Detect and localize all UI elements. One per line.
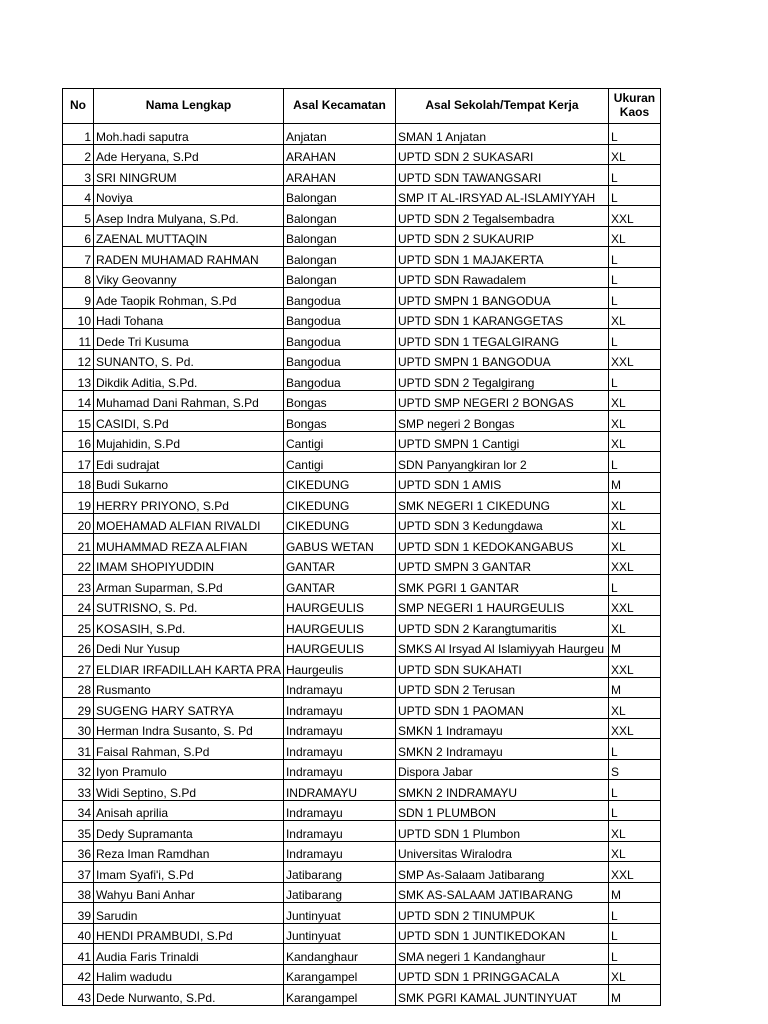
- cell-asal-sekolah: SMP As-Salaam Jatibarang: [395, 862, 608, 883]
- cell-no: 6: [63, 226, 94, 247]
- cell-no: 23: [63, 575, 94, 596]
- cell-asal-kecamatan: Kandanghaur: [283, 944, 395, 965]
- cell-no: 29: [63, 698, 94, 719]
- cell-no: 25: [63, 616, 94, 637]
- cell-asal-kecamatan: Indramayu: [283, 821, 395, 842]
- cell-asal-sekolah: UPTD SDN 1 JUNTIKEDOKAN: [395, 923, 608, 944]
- cell-ukuran-kaos: L: [608, 452, 660, 473]
- cell-asal-sekolah: SMK NEGERI 1 CIKEDUNG: [395, 493, 608, 514]
- cell-asal-kecamatan: Bangodua: [283, 288, 395, 309]
- cell-asal-kecamatan: HAURGEULIS: [283, 616, 395, 637]
- table-row: [63, 923, 661, 944]
- cell-asal-sekolah: UPTD SMPN 1 BANGODUA: [395, 349, 608, 370]
- cell-ukuran-kaos: XL: [608, 616, 660, 637]
- cell-nama-lengkap: SRI NINGRUM: [94, 165, 284, 186]
- cell-nama-lengkap: HENDI PRAMBUDI, S.Pd: [94, 923, 284, 944]
- table-row: [63, 718, 661, 739]
- cell-nama-lengkap: Viky Geovanny: [94, 267, 284, 288]
- cell-nama-lengkap: Arman Suparman, S.Pd: [94, 575, 284, 596]
- cell-asal-sekolah: UPTD SDN 1 Plumbon: [395, 821, 608, 842]
- cell-ukuran-kaos: XL: [608, 431, 660, 452]
- table-row: [63, 165, 661, 186]
- cell-ukuran-kaos: XL: [608, 493, 660, 514]
- cell-asal-kecamatan: Balongan: [283, 226, 395, 247]
- cell-no: 8: [63, 267, 94, 288]
- cell-ukuran-kaos: L: [608, 288, 660, 309]
- cell-asal-kecamatan: Jatibarang: [283, 862, 395, 883]
- cell-no: 22: [63, 554, 94, 575]
- cell-asal-sekolah: UPTD SDN TAWANGSARI: [395, 165, 608, 186]
- table-row: [63, 739, 661, 760]
- cell-asal-kecamatan: CIKEDUNG: [283, 513, 395, 534]
- cell-ukuran-kaos: L: [608, 124, 660, 145]
- cell-asal-kecamatan: Bangodua: [283, 308, 395, 329]
- cell-ukuran-kaos: L: [608, 575, 660, 596]
- cell-nama-lengkap: MOEHAMAD ALFIAN RIVALDI: [94, 513, 284, 534]
- table-row: [63, 452, 661, 473]
- cell-ukuran-kaos: L: [608, 923, 660, 944]
- table-body: [63, 124, 661, 1006]
- cell-ukuran-kaos: XXL: [608, 595, 660, 616]
- cell-no: 12: [63, 349, 94, 370]
- cell-asal-sekolah: UPTD SMPN 3 GANTAR: [395, 554, 608, 575]
- table-row: [63, 411, 661, 432]
- cell-no: 14: [63, 390, 94, 411]
- table-row: [63, 903, 661, 924]
- cell-no: 11: [63, 329, 94, 350]
- cell-asal-sekolah: UPTD SDN 1 AMIS: [395, 472, 608, 493]
- cell-asal-kecamatan: Bangodua: [283, 329, 395, 350]
- cell-asal-sekolah: UPTD SDN 2 TINUMPUK: [395, 903, 608, 924]
- cell-asal-kecamatan: Indramayu: [283, 739, 395, 760]
- cell-asal-kecamatan: Indramayu: [283, 841, 395, 862]
- cell-asal-sekolah: UPTD SDN 1 PRINGGACALA: [395, 964, 608, 985]
- cell-nama-lengkap: Reza Iman Ramdhan: [94, 841, 284, 862]
- cell-asal-kecamatan: Juntinyuat: [283, 923, 395, 944]
- cell-no: 20: [63, 513, 94, 534]
- cell-asal-kecamatan: INDRAMAYU: [283, 780, 395, 801]
- cell-no: 15: [63, 411, 94, 432]
- cell-nama-lengkap: Wahyu Bani Anhar: [94, 882, 284, 903]
- cell-asal-sekolah: UPTD SDN 1 TEGALGIRANG: [395, 329, 608, 350]
- cell-nama-lengkap: Anisah aprilia: [94, 800, 284, 821]
- cell-asal-sekolah: UPTD SDN 2 Terusan: [395, 677, 608, 698]
- cell-ukuran-kaos: XXL: [608, 862, 660, 883]
- cell-asal-kecamatan: CIKEDUNG: [283, 493, 395, 514]
- table-row: [63, 247, 661, 268]
- cell-nama-lengkap: Dede Nurwanto, S.Pd.: [94, 985, 284, 1006]
- cell-no: 9: [63, 288, 94, 309]
- cell-ukuran-kaos: M: [608, 882, 660, 903]
- cell-asal-kecamatan: Indramayu: [283, 759, 395, 780]
- cell-nama-lengkap: Edi sudrajat: [94, 452, 284, 473]
- header-row: [63, 89, 661, 124]
- cell-asal-sekolah: SMP IT AL-IRSYAD AL-ISLAMIYYAH: [395, 185, 608, 206]
- cell-no: 21: [63, 534, 94, 555]
- cell-nama-lengkap: HERRY PRIYONO, S.Pd: [94, 493, 284, 514]
- table-row: [63, 493, 661, 514]
- cell-asal-sekolah: UPTD SDN 1 PAOMAN: [395, 698, 608, 719]
- cell-asal-kecamatan: Cantigi: [283, 452, 395, 473]
- cell-nama-lengkap: Widi Septino, S.Pd: [94, 780, 284, 801]
- cell-asal-sekolah: SMKN 2 INDRAMAYU: [395, 780, 608, 801]
- table-row: [63, 431, 661, 452]
- cell-nama-lengkap: Rusmanto: [94, 677, 284, 698]
- cell-asal-kecamatan: HAURGEULIS: [283, 636, 395, 657]
- table-row: [63, 985, 661, 1006]
- cell-nama-lengkap: Dedy Supramanta: [94, 821, 284, 842]
- cell-asal-sekolah: UPTD SDN 1 KEDOKANGABUS: [395, 534, 608, 555]
- cell-no: 5: [63, 206, 94, 227]
- cell-ukuran-kaos: M: [608, 472, 660, 493]
- cell-asal-kecamatan: Balongan: [283, 267, 395, 288]
- cell-no: 26: [63, 636, 94, 657]
- table-row: [63, 124, 661, 145]
- table-row: [63, 185, 661, 206]
- cell-no: 1: [63, 124, 94, 145]
- cell-no: 3: [63, 165, 94, 186]
- cell-asal-kecamatan: Anjatan: [283, 124, 395, 145]
- cell-asal-kecamatan: Jatibarang: [283, 882, 395, 903]
- cell-asal-sekolah: SMP negeri 2 Bongas: [395, 411, 608, 432]
- cell-nama-lengkap: Audia Faris Trinaldi: [94, 944, 284, 965]
- table-row: [63, 206, 661, 227]
- table-row: [63, 595, 661, 616]
- cell-asal-kecamatan: Indramayu: [283, 698, 395, 719]
- participant-table: [62, 88, 661, 1006]
- cell-asal-sekolah: Dispora Jabar: [395, 759, 608, 780]
- cell-nama-lengkap: ELDIAR IRFADILLAH KARTA PRA: [94, 657, 284, 678]
- cell-asal-sekolah: UPTD SMPN 1 BANGODUA: [395, 288, 608, 309]
- cell-no: 19: [63, 493, 94, 514]
- cell-no: 18: [63, 472, 94, 493]
- header-no: No: [63, 89, 94, 124]
- cell-asal-sekolah: UPTD SDN 2 SUKAURIP: [395, 226, 608, 247]
- cell-ukuran-kaos: L: [608, 267, 660, 288]
- cell-no: 34: [63, 800, 94, 821]
- cell-ukuran-kaos: XXL: [608, 206, 660, 227]
- cell-ukuran-kaos: L: [608, 903, 660, 924]
- table-row: [63, 862, 661, 883]
- cell-no: 28: [63, 677, 94, 698]
- cell-no: 32: [63, 759, 94, 780]
- cell-asal-sekolah: UPTD SDN 1 KARANGGETAS: [395, 308, 608, 329]
- cell-ukuran-kaos: S: [608, 759, 660, 780]
- cell-asal-sekolah: UPTD SDN SUKAHATI: [395, 657, 608, 678]
- cell-asal-sekolah: UPTD SDN Rawadalem: [395, 267, 608, 288]
- cell-nama-lengkap: SUTRISNO, S. Pd.: [94, 595, 284, 616]
- cell-nama-lengkap: SUNANTO, S. Pd.: [94, 349, 284, 370]
- cell-ukuran-kaos: L: [608, 185, 660, 206]
- cell-nama-lengkap: Budi Sukarno: [94, 472, 284, 493]
- cell-nama-lengkap: KOSASIH, S.Pd.: [94, 616, 284, 637]
- cell-no: 42: [63, 964, 94, 985]
- cell-ukuran-kaos: XL: [608, 390, 660, 411]
- table-row: [63, 636, 661, 657]
- cell-ukuran-kaos: L: [608, 739, 660, 760]
- cell-nama-lengkap: CASIDI, S.Pd: [94, 411, 284, 432]
- table-row: [63, 370, 661, 391]
- cell-asal-sekolah: SMK AS-SALAAM JATIBARANG: [395, 882, 608, 903]
- cell-nama-lengkap: Hadi Tohana: [94, 308, 284, 329]
- cell-asal-sekolah: Universitas Wiralodra: [395, 841, 608, 862]
- cell-asal-kecamatan: Haurgeulis: [283, 657, 395, 678]
- table-row: [63, 226, 661, 247]
- cell-ukuran-kaos: L: [608, 165, 660, 186]
- table-row: [63, 390, 661, 411]
- cell-nama-lengkap: Mujahidin, S.Pd: [94, 431, 284, 452]
- cell-asal-sekolah: SMA negeri 1 Kandanghaur: [395, 944, 608, 965]
- cell-no: 4: [63, 185, 94, 206]
- cell-asal-kecamatan: GANTAR: [283, 554, 395, 575]
- table-row: [63, 677, 661, 698]
- cell-ukuran-kaos: XL: [608, 534, 660, 555]
- cell-ukuran-kaos: L: [608, 944, 660, 965]
- cell-ukuran-kaos: L: [608, 329, 660, 350]
- cell-asal-kecamatan: Balongan: [283, 185, 395, 206]
- cell-nama-lengkap: Noviya: [94, 185, 284, 206]
- cell-no: 38: [63, 882, 94, 903]
- cell-no: 27: [63, 657, 94, 678]
- cell-asal-kecamatan: ARAHAN: [283, 165, 395, 186]
- header-nama-lengkap: Nama Lengkap: [94, 89, 284, 124]
- table-row: [63, 800, 661, 821]
- cell-nama-lengkap: MUHAMMAD REZA ALFIAN: [94, 534, 284, 555]
- cell-asal-kecamatan: CIKEDUNG: [283, 472, 395, 493]
- cell-asal-kecamatan: HAURGEULIS: [283, 595, 395, 616]
- cell-ukuran-kaos: L: [608, 780, 660, 801]
- cell-ukuran-kaos: XL: [608, 513, 660, 534]
- cell-asal-sekolah: SMKN 2 Indramayu: [395, 739, 608, 760]
- cell-asal-kecamatan: Karangampel: [283, 964, 395, 985]
- table-row: [63, 944, 661, 965]
- cell-ukuran-kaos: XXL: [608, 657, 660, 678]
- cell-no: 39: [63, 903, 94, 924]
- cell-nama-lengkap: Muhamad Dani Rahman, S.Pd: [94, 390, 284, 411]
- cell-nama-lengkap: Iyon Pramulo: [94, 759, 284, 780]
- table-row: [63, 308, 661, 329]
- cell-asal-sekolah: UPTD SMPN 1 Cantigi: [395, 431, 608, 452]
- table-row: [63, 288, 661, 309]
- table-row: [63, 267, 661, 288]
- table-row: [63, 657, 661, 678]
- cell-asal-kecamatan: Karangampel: [283, 985, 395, 1006]
- table-row: [63, 472, 661, 493]
- cell-nama-lengkap: Herman Indra Susanto, S. Pd: [94, 718, 284, 739]
- cell-ukuran-kaos: L: [608, 800, 660, 821]
- cell-asal-sekolah: SMK PGRI 1 GANTAR: [395, 575, 608, 596]
- cell-no: 43: [63, 985, 94, 1006]
- cell-asal-sekolah: SMAN 1 Anjatan: [395, 124, 608, 145]
- cell-no: 35: [63, 821, 94, 842]
- table-row: [63, 513, 661, 534]
- cell-nama-lengkap: Faisal Rahman, S.Pd: [94, 739, 284, 760]
- cell-ukuran-kaos: XL: [608, 841, 660, 862]
- cell-no: 37: [63, 862, 94, 883]
- cell-asal-kecamatan: Indramayu: [283, 718, 395, 739]
- cell-asal-sekolah: SMKN 1 Indramayu: [395, 718, 608, 739]
- cell-asal-kecamatan: Indramayu: [283, 677, 395, 698]
- cell-nama-lengkap: Moh.hadi saputra: [94, 124, 284, 145]
- cell-nama-lengkap: Sarudin: [94, 903, 284, 924]
- cell-asal-sekolah: UPTD SDN 2 Tegalsembadra: [395, 206, 608, 227]
- cell-ukuran-kaos: XL: [608, 821, 660, 842]
- cell-nama-lengkap: Dede Tri Kusuma: [94, 329, 284, 350]
- cell-asal-kecamatan: Balongan: [283, 206, 395, 227]
- cell-ukuran-kaos: M: [608, 985, 660, 1006]
- cell-asal-kecamatan: GABUS WETAN: [283, 534, 395, 555]
- cell-ukuran-kaos: XL: [608, 698, 660, 719]
- cell-no: 36: [63, 841, 94, 862]
- cell-nama-lengkap: Dedi Nur Yusup: [94, 636, 284, 657]
- cell-asal-kecamatan: Indramayu: [283, 800, 395, 821]
- cell-ukuran-kaos: XL: [608, 226, 660, 247]
- cell-asal-sekolah: SMKS Al Irsyad Al Islamiyyah Haurgeu: [395, 636, 608, 657]
- cell-nama-lengkap: Dikdik Aditia, S.Pd.: [94, 370, 284, 391]
- cell-asal-sekolah: UPTD SDN 3 Kedungdawa: [395, 513, 608, 534]
- table-row: [63, 534, 661, 555]
- cell-asal-sekolah: UPTD SDN 2 SUKASARI: [395, 144, 608, 165]
- table-row: [63, 575, 661, 596]
- table-row: [63, 329, 661, 350]
- cell-no: 17: [63, 452, 94, 473]
- cell-nama-lengkap: Ade Heryana, S.Pd: [94, 144, 284, 165]
- cell-asal-sekolah: SDN Panyangkiran lor 2: [395, 452, 608, 473]
- cell-nama-lengkap: Halim wadudu: [94, 964, 284, 985]
- cell-no: 31: [63, 739, 94, 760]
- cell-asal-kecamatan: Bongas: [283, 390, 395, 411]
- cell-asal-sekolah: UPTD SMP NEGERI 2 BONGAS: [395, 390, 608, 411]
- cell-nama-lengkap: Imam Syafi'i, S.Pd: [94, 862, 284, 883]
- cell-ukuran-kaos: L: [608, 370, 660, 391]
- cell-asal-sekolah: UPTD SDN 1 MAJAKERTA: [395, 247, 608, 268]
- table-row: [63, 554, 661, 575]
- cell-no: 40: [63, 923, 94, 944]
- cell-nama-lengkap: ZAENAL MUTTAQIN: [94, 226, 284, 247]
- cell-asal-kecamatan: Balongan: [283, 247, 395, 268]
- table-row: [63, 821, 661, 842]
- cell-asal-kecamatan: Juntinyuat: [283, 903, 395, 924]
- cell-ukuran-kaos: M: [608, 636, 660, 657]
- cell-asal-kecamatan: Bangodua: [283, 349, 395, 370]
- cell-asal-sekolah: SDN 1 PLUMBON: [395, 800, 608, 821]
- cell-ukuran-kaos: XL: [608, 144, 660, 165]
- cell-ukuran-kaos: XXL: [608, 349, 660, 370]
- header-ukuran-kaos: Ukuran Kaos: [608, 89, 660, 124]
- cell-ukuran-kaos: L: [608, 247, 660, 268]
- table-row: [63, 144, 661, 165]
- cell-ukuran-kaos: XL: [608, 308, 660, 329]
- cell-no: 2: [63, 144, 94, 165]
- table-row: [63, 349, 661, 370]
- table-row: [63, 616, 661, 637]
- table-row: [63, 841, 661, 862]
- cell-asal-sekolah: UPTD SDN 2 Tegalgirang: [395, 370, 608, 391]
- cell-nama-lengkap: Asep Indra Mulyana, S.Pd.: [94, 206, 284, 227]
- cell-ukuran-kaos: M: [608, 677, 660, 698]
- cell-ukuran-kaos: XXL: [608, 718, 660, 739]
- cell-nama-lengkap: Ade Taopik Rohman, S.Pd: [94, 288, 284, 309]
- table-row: [63, 698, 661, 719]
- cell-no: 7: [63, 247, 94, 268]
- header-asal-sekolah: Asal Sekolah/Tempat Kerja: [395, 89, 608, 124]
- cell-asal-kecamatan: Cantigi: [283, 431, 395, 452]
- cell-asal-sekolah: UPTD SDN 2 Karangtumaritis: [395, 616, 608, 637]
- cell-asal-kecamatan: GANTAR: [283, 575, 395, 596]
- cell-no: 30: [63, 718, 94, 739]
- cell-no: 13: [63, 370, 94, 391]
- table-row: [63, 882, 661, 903]
- table-row: [63, 759, 661, 780]
- cell-ukuran-kaos: XL: [608, 964, 660, 985]
- cell-no: 41: [63, 944, 94, 965]
- cell-ukuran-kaos: XXL: [608, 554, 660, 575]
- cell-asal-kecamatan: ARAHAN: [283, 144, 395, 165]
- cell-asal-sekolah: SMP NEGERI 1 HAURGEULIS: [395, 595, 608, 616]
- table-row: [63, 964, 661, 985]
- cell-nama-lengkap: IMAM SHOPIYUDDIN: [94, 554, 284, 575]
- cell-no: 16: [63, 431, 94, 452]
- cell-nama-lengkap: SUGENG HARY SATRYA: [94, 698, 284, 719]
- cell-no: 24: [63, 595, 94, 616]
- cell-nama-lengkap: RADEN MUHAMAD RAHMAN: [94, 247, 284, 268]
- table-row: [63, 780, 661, 801]
- cell-no: 10: [63, 308, 94, 329]
- cell-asal-sekolah: SMK PGRI KAMAL JUNTINYUAT: [395, 985, 608, 1006]
- header-asal-kecamatan: Asal Kecamatan: [283, 89, 395, 124]
- cell-asal-kecamatan: Bangodua: [283, 370, 395, 391]
- cell-ukuran-kaos: XL: [608, 411, 660, 432]
- cell-no: 33: [63, 780, 94, 801]
- cell-asal-kecamatan: Bongas: [283, 411, 395, 432]
